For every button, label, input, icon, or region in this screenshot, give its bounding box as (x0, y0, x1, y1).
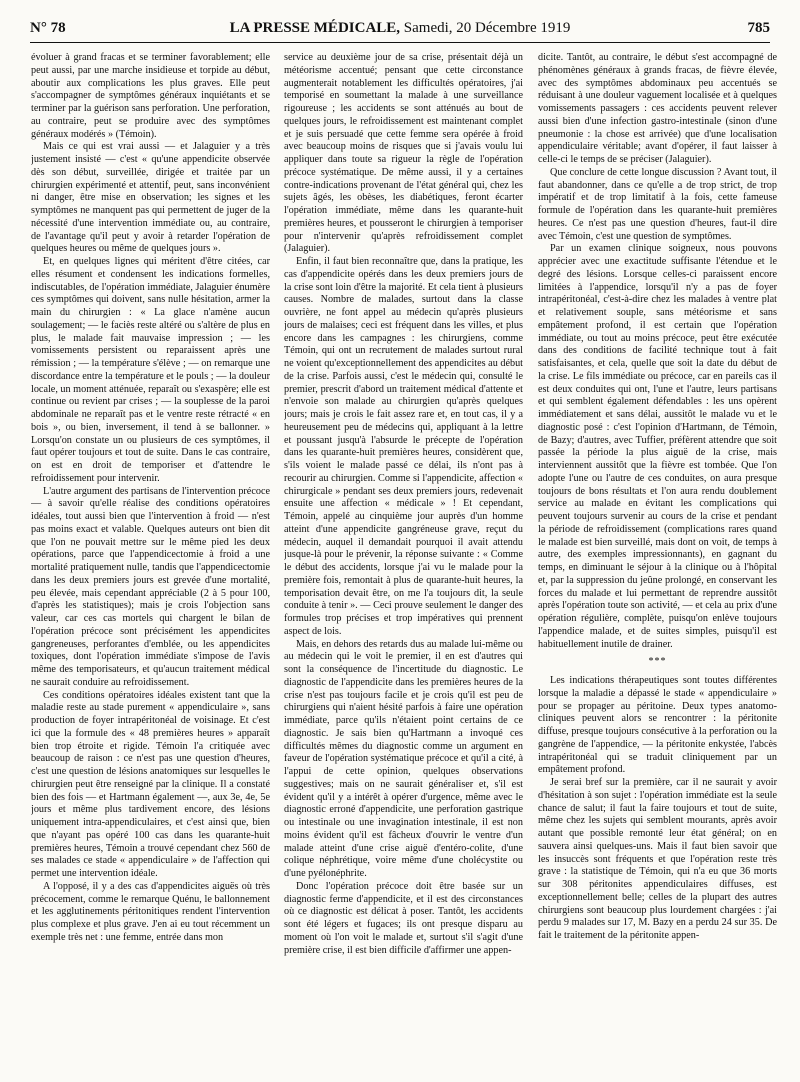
column-3 (538, 52, 777, 1077)
column-1 (31, 52, 270, 1077)
paragraph: Enfin, il faut bien reconnaître que, dans la pratique, les cas d'appendicite opérés dans les deux premiers jours de la crise sont loin d'être la majorité. Et cela tient à plusieurs causes. Nombre de malades, surtout dans la classe ouvrière, ne font appel au médecin qu'après plusieurs jours de malaises; ceci est fréquent dans les villes, et plus encore dans les campagnes : les chirurgiens, comme Témoin, qui ont un recrutement de malades surtout rural ne voient qu'exceptionnellement des appendicites au début de la crise. Parfois aussi, c'est le médecin qui, consulté le premier, prescrit d'abord un traitement médical d'attente et n'envoie son malade au chirurgien qu'après quelques jours; mais je crois le fait assez rare et, en tout cas, il y a heureusement peu de médecins qui, appliquant à la lettre et poussant jusqu'à l'absurde le précepte de l'opération dans les quarante-huit premières heures, considèrent que, s'ils voient le malade passé ce délai, ils n'ont pas à recourir au chirurgien. Comme si l'appendicite, affection « chirurgicale » pendant ses deux premiers jours, redevenait ensuite une affection « médicale » ! Et cependant, Témoin, appelé au cinquième jour auprès d'un homme atteint d'une appendicite gangréneuse grave, reçut du médecin, auquel il demandait pourquoi il avait attendu jusque-là pour le prévenir, la réponse suivante : « Comme le début des accidents, lorsque j'ai vu le malade pour la première fois, remontait à plus de quarante-huit heures, la temporisation devait être, on me l'a toujours dit, la seule conduite à tenir ». — Ceci prouve seulement le danger des formules trop précises et trop impératives qui prennent aspect de lois. (284, 256, 523, 637)
paragraph: Les indications thérapeutiques sont toutes différentes lorsque la maladie a dépassé le stade « appendiculaire » pour se propager au péritoine. Deux types anatomo-cliniques peuvent alors se rencontrer : la péritonite diffuse, presque toujours consécutive à la perforation ou la gangrène de l'appendice, — la péritonite enkystée, l'abcès intrapéritonéal qui se traduit cliniquement par un empâtement profond. (538, 675, 777, 776)
column-2 (284, 52, 523, 1077)
paragraph: Mais, en dehors des retards dus au malade lui-même ou au médecin qui le voit le premier, il en est d'autres qui sont la conséquence de l'incertitude du diagnostic. Le diagnostic de l'appendicite dans les premières heures de la crise n'est pas toujours facile et je crois qu'il est peu de chirurgiens qui n'aient hésité parfois à faire une opération immédiate, parce qu'ils n'étaient point certains de ce diagnostic. Je sais bien qu'Hartmann a invoqué ces difficultés mêmes du diagnostic comme un argument en faveur de l'opération systématique précoce et qu'il a cité, à l'appui de cette opinion, quelques observations suggestives; mais on ne saurait généraliser et, s'il est évident qu'il y a intérêt à opérer d'urgence, même avec le diagnostic erroné d'appendicite, une perforation gastrique ou intestinale ou une invagination intestinale, il est non moins évident qu'il est fâcheux d'ouvrir le ventre d'un malade atteint d'une crise aiguë d'entéro-colite, d'une colique néphrétique, voire même d'une cholécystite ou d'une pyélonéphrite. (284, 638, 523, 879)
paragraph: évoluer à grand fracas et se terminer favorablement; elle peut aussi, par une marche insidieuse et torpide au début, aboutir aux complications les plus graves. Elle peut s'accompagner de symptômes généraux inquiétants et se terminer par la guérison sans perforation. Une perforation, au contraire, peut se produire avec des symptômes généraux modérés » (Témoin). (31, 52, 270, 140)
paragraph: Je serai bref sur la première, car il ne saurait y avoir d'hésitation à son sujet : l'opération immédiate est la seule chance de salut; il faut la faire toujours et tout de suite, même chez les sujets qui semblent mourants, après avoir autant que possible remonté leur état général; on en sauvera ainsi quelques-uns. Mais il faut bien savoir que les insuccès sont fréquents et que l'opération reste très grave : la statistique de Témoin, qui n'a eu que 36 morts sur 308 péritonites appendiculaires diffuses, est exceptionnellement belle; celles de la plupart des autres chirurgiens sont beaucoup plus lourdement chargées : j'ai perdu 9 malades sur 17, M. Bazy en a perdu 24 sur 35. De fait le traitement de la péritonite appen- (538, 777, 777, 941)
header-rule (30, 42, 770, 43)
paragraph: dicite. Tantôt, au contraire, le début s'est accompagné de phénomènes généraux à grands fracas, de fièvre élevée, avec des symptômes abdominaux peu accentués se réduisant à une douleur vaguement localisée et à quelques vomissements passagers : ces accidents peuvent relever aussi bien d'une infection gastro-intestinale (sinon d'une pneumonie : la chose est arrivée) que d'une localisation appendiculaire véritable; avant d'opérer, il faut laisser à celle-ci le temps de se préciser (Jalaguier). (538, 52, 777, 165)
paragraph: Ces conditions opératoires idéales existent tant que la maladie reste au stade purement « appendiculaire », sans production de foyer intrapéritonéal de voisinage. Et c'est ici que la formule des « 48 premières heures » apparaît bien trop étroite et rigide. Témoin l'a critiquée avec beaucoup de raison : ce n'est pas une question d'heures, c'est une question de lésions anatomiques sur lesquelles le chirurgien peut être renseigné par la clinique. Il a constaté bien des fois — et Hartmann également —, aux 3e, 4e, 5e jours et même plus tardivement encore, des lésions uniquement intra-appendiculaires, et c'est ainsi que, bien que n'ayant pas opéré 100 cas dans les quarante-huit premières heures, Témoin a trouvé cependant chez 560 de ses malades ce stade « appendiculaire » de l'affection qui permet une intervention idéale. (31, 689, 270, 879)
journal-title: LA PRESSE MÉDICALE, (229, 20, 401, 36)
paragraph: service au deuxième jour de sa crise, présentait déjà un météorisme accentué; pensant que cette circonstance augmenterait notablement les difficultés opératoires, j'ai temporisé en soumettant la malade à une surveillance rigoureuse ; les accidents se sont atténués au bout de quelques jours, le refroidissement est maintenant complet et je suis persuadé que cette femme sera opérée à froid avec beaucoup moins de risques que si j'avais voulu lui appliquer dans toute sa rigueur la règle de l'opération précoce systématique. De même aussi, il y a certaines contre-indications provenant de l'état général qui, chez les sujets âgés, les obèses, les diabétiques, feront écarter l'opération immédiate, même dans les quarante-huit premières heures, et pousseront le chirurgien à temporiser pour n'intervenir qu'après refroidissement complet (Jalaguier). (284, 52, 523, 255)
issue-number: N° 78 (30, 20, 66, 36)
section-separator-asterisks: *** (648, 656, 667, 668)
paragraph: Donc l'opération précoce doit être basée sur un diagnostic ferme d'appendicite, et il est des circonstances où ce diagnostic est délicat à poser. Tantôt, les accidents sont été légers et fugaces; ils ont presque disparu au moment où l'on voit le malade et, surtout s'il s'agit d'une première crise, il est bien difficile d'affirmer une appen- (284, 880, 523, 956)
paragraph: Mais ce qui est vrai aussi — et Jalaguier y a très justement insisté — c'est « qu'une appendicite observée dès son début, surveillée, dirigée et traitée par un chirurgien expérimenté et attentif, peut, sans inconvénient ni danger, être mise en observation; les signes et les symptômes ne manquent pas qui permettent de juger de la nécessité d'une intervention immédiate ou, au contraire, de l'avantage qu'il peut y avoir à retarder l'opération de quelques heures ou même de quelques jours ». (31, 141, 270, 255)
issue-date: Samedi, 20 Décembre 1919 (403, 20, 571, 36)
paragraph: L'autre argument des partisans de l'intervention précoce — à savoir qu'elle réalise des conditions opératoires idéales, tout aussi bien que l'intervention à froid — n'est pas moins exact et valable. Quelques auteurs ont bien dit que l'on ne pouvait mettre sur le même pied les deux opérations, parce que l'appendicectomie à froid a une mortalité pratiquement nulle, tandis que l'appendicectomie dans les deux premiers jours est grevée d'une mortalité, peu élevée, mais cependant appréciable (2 à 5 pour 100, d'après les statistiques); mais je crois l'objection sans valeur, car ces cas mortels qui chargent le bilan de l'opération précoce sont précisément les appendicites gangreneuses, perforantes d'emblée, ou les appendicites toxiques, dont l'opération immédiate s'impose de l'avis même des temporisateurs, et qu'aucun traitement médical ne saurait conduire au refroidissement. (31, 485, 270, 688)
paragraph: A l'opposé, il y a des cas d'appendicites aiguës où très précocement, comme le remarque Quénu, le ballonnement et les agglutinements péritonitiques rendent l'intervention plus complexe et plus grave. J'en ai eu tout récemment un exemple très net : une femme, entrée dans mon (31, 880, 270, 943)
paragraph: Que conclure de cette longue discussion ? Avant tout, il faut abandonner, dans ce qu'elle a de trop strict, de trop impératif et de trop limitatif à la fois, cette fameuse formule de l'opération dans les quarante-huit premières heures. Ce n'est pas une question d'heures, faut-il dire avec Témoin, c'est une question de symptômes. (538, 166, 777, 242)
journal-title-line (30, 20, 770, 37)
paragraph: Par un examen clinique soigneux, nous pouvons apprécier avec une exactitude suffisante l'étendue et le degré des lésions. Lorsque celles-ci paraissent encore limitées à l'appendice, lorsqu'il n'y a pas de foyer intrapéritonéal, c'est-à-dire chez les malades à ventre plat et relativement souple, sans météorisme et sans empâtement profond, il est certain que l'opération immédiate, ou tout au moins précoce, peut être exécutée dans des conditions de facilité technique tout à fait satisfaisantes, et cela, quelle que soit la date du début de la crise. Le fils immédiate ou précoce, car en pareils cas il est deux conduites qui ont, l'une et l'autre, leurs partisans et qui semblent également défendables : les uns opèrent immédiatement et sans délai, aussitôt le malade vu et le diagnostic posé : c'est l'opinion d'Hartmann, de Témoin, de Bazy; d'autres, avec Tuffier, préfèrent attendre que soit passée la période la plus aiguë de la crise, mais interviennent aussitôt que la fièvre est tombée. Que l'on adopte l'une ou l'autre de ces conduites, on aura presque toujours de bons résultats et l'on aura rendu doublement service au malade en évitant les complications qui peuvent toujours survenir au cours de la crise et pendant la période de refroidissement (complications rares quand le malade est bien surveillé, mais dont on voit, de temps à autre, des exemples impressionnants), en gagnant du temps, en diminuant le séjour à la clinique ou à l'hôpital et, par la suppression du jeûne prolongé, en conservant les forces du malade et lui permettant de reprendre aussitôt après l'opération toute son activité, — et cela au prix d'une opération régulière, complète, puisqu'on enlève toujours l'appendice malade, et de suites simples, puisqu'il est habituellement inutile de drainer. (538, 243, 777, 650)
page-header (30, 20, 770, 44)
paragraph: Et, en quelques lignes qui méritent d'être citées, car elles résument et condensent les indications formelles, indiscutables, de l'opération immédiate, Jalaguier énumère ces symptômes qui doivent, sans nulle hésitation, armer la main du chirurgien : « La glace n'amène aucun soulagement; — le faciès reste altéré ou s'altère de plus en plus, le malade fait mauvaise impression ; — les vomissements persistent ou reparaissent après une rémission ; — la température s'élève ; — on remarque une discordance entre la température et le pouls ; — la douleur locale, un moment atténuée, reparaît ou s'exaspère; elle est continue ou revient par crises ; — la souplesse de la paroi abdominale ne reparaît pas et le ventre reste rétracté « en bois », ou bien, inversement, il tend à se ballonner. » Lorsqu'on constate un ou plusieurs de ces symptômes, il faut opérer toujours et tout de suite. Dans le cas contraire, on est en droit de temporiser et d'attendre le refroidissement pour intervenir. (31, 256, 270, 484)
page-number: 785 (747, 20, 770, 36)
